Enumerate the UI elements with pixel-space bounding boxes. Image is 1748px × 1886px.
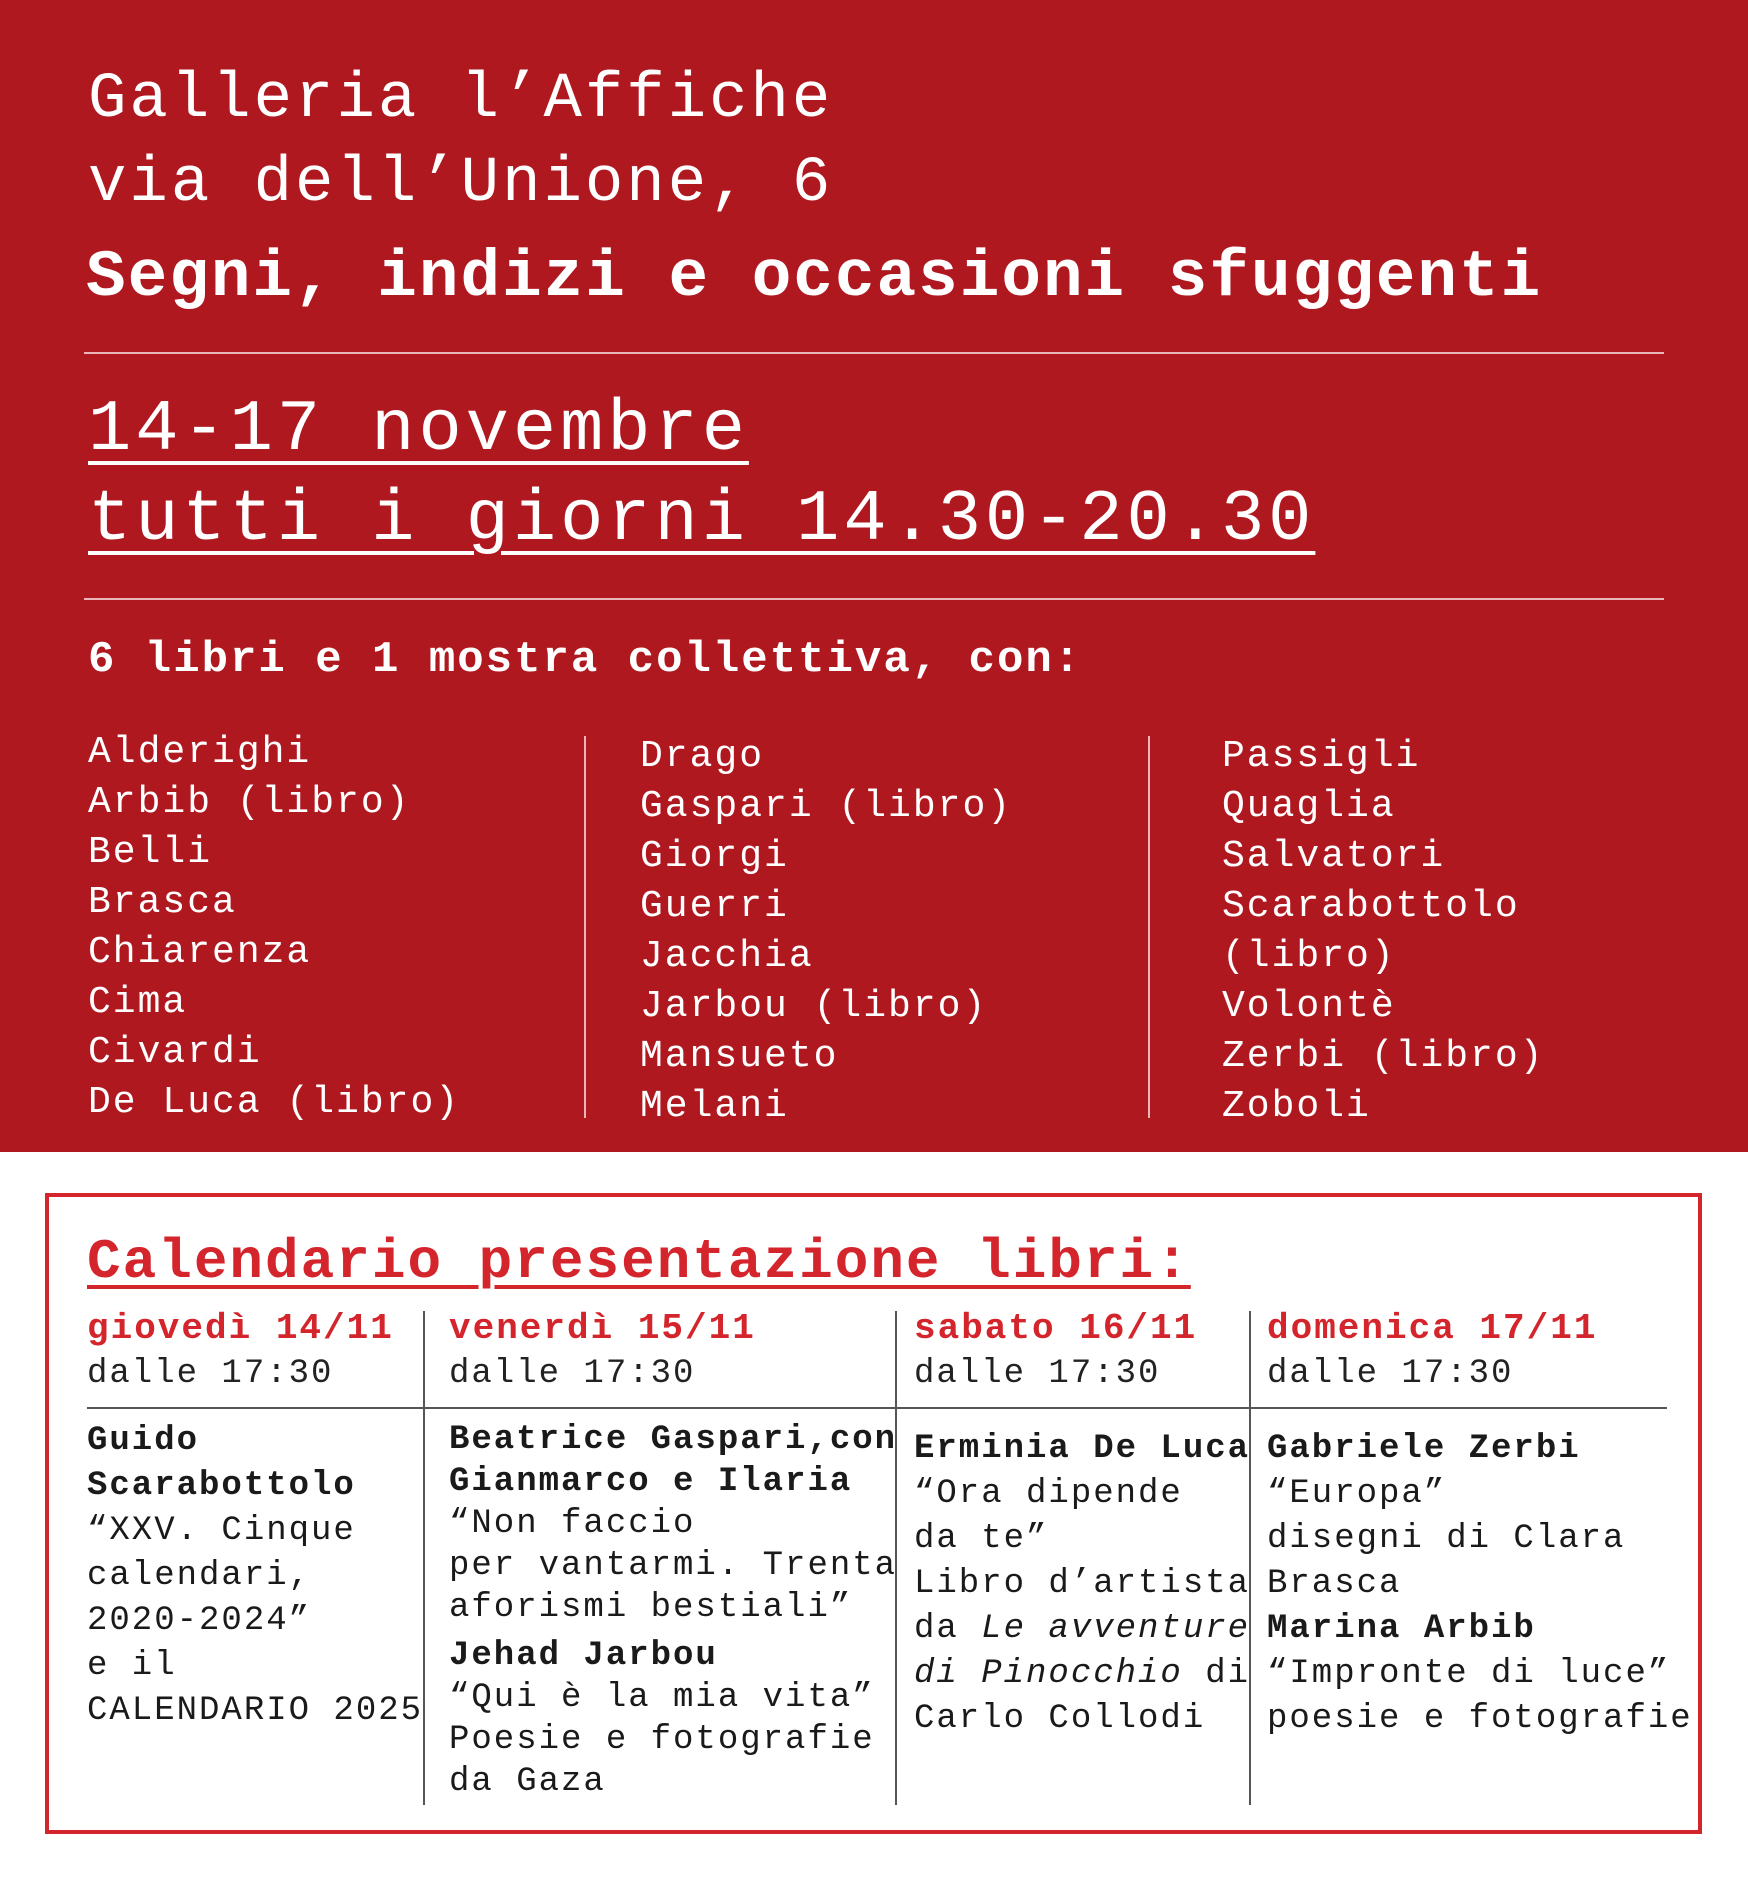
artist-name: De Luca (libro) bbox=[88, 1081, 461, 1124]
day-program bbox=[87, 1419, 423, 1734]
artists-column-3 bbox=[1222, 732, 1544, 1132]
book-description: Carlo Collodi bbox=[914, 1700, 1206, 1738]
program-note: e il bbox=[87, 1647, 177, 1685]
day-header bbox=[449, 1307, 756, 1397]
day-header bbox=[914, 1307, 1197, 1397]
author-name: Gabriele Zerbi bbox=[1267, 1430, 1581, 1468]
book-title: “XXV. Cinque bbox=[87, 1512, 356, 1550]
author-name: Marina Arbib bbox=[1267, 1610, 1536, 1648]
event-hours-text: tutti i giorni 14.30-20.30 bbox=[88, 479, 1316, 561]
book-calendar-box bbox=[45, 1193, 1702, 1834]
artists-column-1 bbox=[88, 728, 460, 1128]
exhibition-lead: 6 libri e 1 mostra collettiva, con: bbox=[88, 635, 1083, 685]
artist-name: Gaspari (libro) bbox=[640, 785, 1013, 828]
day-name: domenica 17/11 bbox=[1267, 1308, 1598, 1349]
artist-name: Volontè bbox=[1222, 985, 1396, 1028]
day-header bbox=[1267, 1307, 1597, 1397]
book-description: da Le avventure bbox=[914, 1610, 1251, 1648]
day-time: dalle 17:30 bbox=[914, 1355, 1161, 1393]
artist-name: Guerri bbox=[640, 885, 789, 928]
artist-name: Jacchia bbox=[640, 935, 814, 978]
book-title: “Non faccio bbox=[449, 1505, 696, 1543]
day-time: dalle 17:30 bbox=[87, 1355, 334, 1393]
gallery-name: Galleria l’Affiche bbox=[88, 64, 834, 136]
artist-name: Zoboli bbox=[1222, 1085, 1371, 1128]
book-title: per vantarmi. Trenta bbox=[449, 1547, 898, 1585]
exhibition-title-text: Segni, indizi e occasioni sfuggenti bbox=[86, 240, 1543, 315]
book-description: disegni di Clara bbox=[1267, 1520, 1626, 1558]
artist-name: Cima bbox=[88, 981, 188, 1024]
artist-name: Alderighi bbox=[88, 731, 312, 774]
artist-name: Passigli bbox=[1222, 735, 1421, 778]
day-program bbox=[449, 1419, 897, 1803]
author-name: Scarabottolo bbox=[87, 1467, 356, 1505]
artist-name: Drago bbox=[640, 735, 765, 778]
artist-name: Brasca bbox=[88, 881, 237, 924]
exhibition-title bbox=[86, 236, 1542, 320]
artist-name: (libro) bbox=[1222, 935, 1396, 978]
book-title: “Qui è la mia vita” bbox=[449, 1679, 875, 1717]
author-name: Erminia De Luca bbox=[914, 1430, 1251, 1468]
book-description: poesie e fotografie bbox=[1267, 1700, 1693, 1738]
gallery-address: via dell’Unione, 6 bbox=[88, 148, 834, 220]
book-description: da Gaza bbox=[449, 1763, 606, 1801]
artist-name: Giorgi bbox=[640, 835, 789, 878]
artist-name: Chiarenza bbox=[88, 931, 312, 974]
program-note: CALENDARIO 2025 bbox=[87, 1692, 424, 1730]
day-name: sabato 16/11 bbox=[914, 1308, 1198, 1349]
day-time: dalle 17:30 bbox=[449, 1355, 696, 1393]
artist-name: Melani bbox=[640, 1085, 789, 1128]
artists-column-2 bbox=[640, 732, 1012, 1132]
book-title: “Ora dipende bbox=[914, 1475, 1183, 1513]
book-description: di Pinocchio di bbox=[914, 1655, 1251, 1693]
book-title: “Europa” bbox=[1267, 1475, 1447, 1513]
divider bbox=[84, 598, 1664, 600]
artist-name: Mansueto bbox=[640, 1035, 839, 1078]
column-divider bbox=[423, 1311, 425, 1805]
author-name: Beatrice Gaspari,con bbox=[449, 1421, 898, 1459]
artist-name: Zerbi (libro) bbox=[1222, 1035, 1545, 1078]
column-divider bbox=[584, 736, 586, 1118]
day-name: giovedì 14/11 bbox=[87, 1308, 394, 1349]
artist-name: Scarabottolo bbox=[1222, 885, 1520, 928]
column-divider bbox=[1148, 736, 1150, 1118]
day-program bbox=[914, 1427, 1250, 1742]
artist-name: Belli bbox=[88, 831, 213, 874]
calendar-title: Calendario presentazione libri: bbox=[87, 1230, 1191, 1294]
calendar-divider bbox=[87, 1407, 1667, 1409]
day-program bbox=[1267, 1427, 1693, 1742]
book-title: da te” bbox=[914, 1520, 1049, 1558]
book-title: calendari, bbox=[87, 1557, 312, 1595]
artist-name: Quaglia bbox=[1222, 785, 1396, 828]
day-name: venerdì 15/11 bbox=[449, 1308, 756, 1349]
event-dates-text: 14-17 novembre bbox=[88, 389, 749, 471]
book-description: Brasca bbox=[1267, 1565, 1402, 1603]
book-description: Poesie e fotografie bbox=[449, 1721, 875, 1759]
book-title: aforismi bestiali” bbox=[449, 1589, 853, 1627]
book-description: Libro d’artista bbox=[914, 1565, 1251, 1603]
artist-name: Jarbou (libro) bbox=[640, 985, 988, 1028]
book-title: “Impronte di luce” bbox=[1267, 1655, 1671, 1693]
book-title: 2020-2024” bbox=[87, 1602, 312, 1640]
artist-name: Salvatori bbox=[1222, 835, 1446, 878]
day-header bbox=[87, 1307, 394, 1397]
event-dates bbox=[88, 388, 749, 472]
day-time: dalle 17:30 bbox=[1267, 1355, 1514, 1393]
author-name: Gianmarco e Ilaria bbox=[449, 1463, 853, 1501]
author-name: Jehad Jarbou bbox=[449, 1637, 718, 1675]
divider bbox=[84, 352, 1664, 354]
artist-name: Arbib (libro) bbox=[88, 781, 411, 824]
author-name: Guido bbox=[87, 1422, 200, 1460]
event-hours bbox=[88, 478, 1315, 562]
artist-name: Civardi bbox=[88, 1031, 262, 1074]
